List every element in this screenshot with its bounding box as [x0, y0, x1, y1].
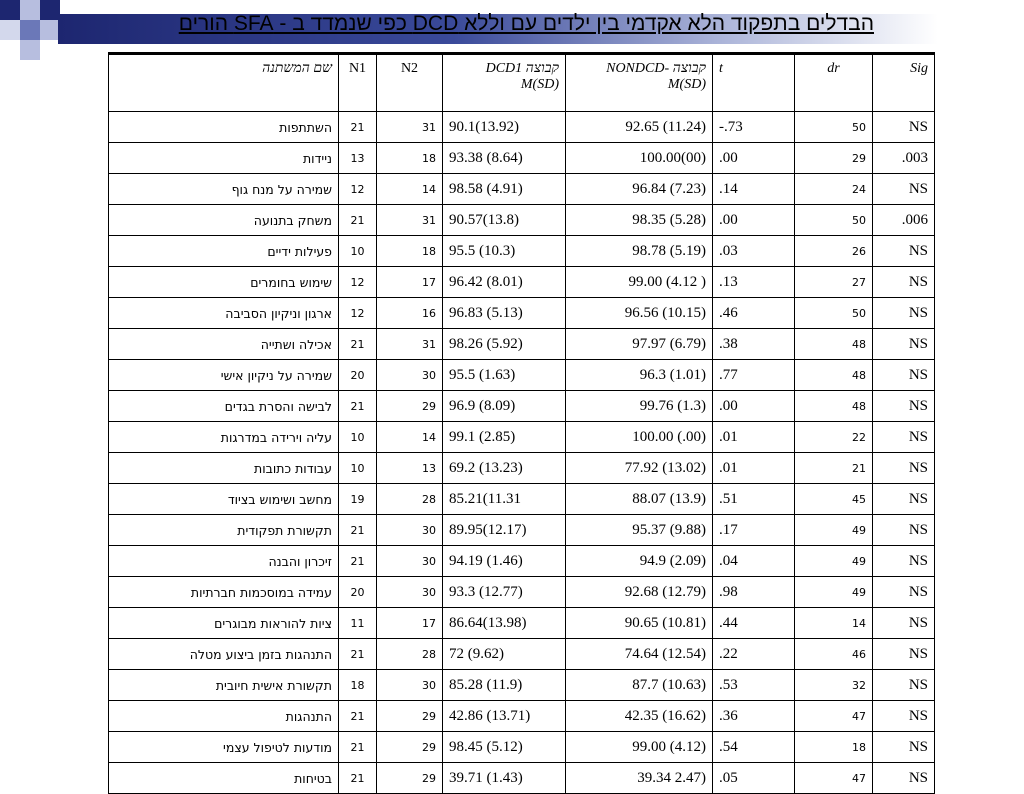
- cell-dr: 14: [795, 608, 873, 639]
- cell-sig: NS: [873, 422, 935, 453]
- cell-sig: NS: [873, 484, 935, 515]
- header-nondcd-line2: M(SD): [667, 77, 706, 92]
- cell-n1: 13: [339, 143, 377, 174]
- table-row: [109, 670, 935, 701]
- cell-n2: 31: [377, 205, 443, 236]
- cell-nondcd-mean-sd: 90.65 (10.81): [566, 608, 713, 639]
- cell-nondcd-mean-sd: 99.00 (4.12 ): [566, 267, 713, 298]
- cell-sig: .003: [873, 143, 935, 174]
- cell-dcd-mean-sd: 95.5 (10.3): [443, 236, 566, 267]
- cell-dcd-mean-sd: 69.2 (13.23): [443, 453, 566, 484]
- cell-variable-name: לבישה והסרת בגדים: [109, 391, 339, 422]
- table-row: [109, 391, 935, 422]
- cell-sig: NS: [873, 112, 935, 143]
- cell-nondcd-mean-sd: 96.3 (1.01): [566, 360, 713, 391]
- cell-variable-name: שימוש בחומרים: [109, 267, 339, 298]
- cell-nondcd-mean-sd: 98.78 (5.19): [566, 236, 713, 267]
- cell-n1: 21: [339, 639, 377, 670]
- cell-t: .13: [713, 267, 795, 298]
- cell-n2: 16: [377, 298, 443, 329]
- cell-variable-name: התנהגות בזמן ביצוע מטלה: [109, 639, 339, 670]
- cell-t: .22: [713, 639, 795, 670]
- header-n2: N2: [377, 54, 443, 112]
- cell-dcd-mean-sd: 90.1(13.92): [443, 112, 566, 143]
- table-row: [109, 453, 935, 484]
- header-dcd-line1: קבוצה DCD1: [485, 61, 559, 76]
- cell-variable-name: תקשורת תפקודית: [109, 515, 339, 546]
- cell-nondcd-mean-sd: 77.92 (13.02): [566, 453, 713, 484]
- cell-n2: 13: [377, 453, 443, 484]
- results-table-container: [108, 52, 934, 794]
- cell-t: .51: [713, 484, 795, 515]
- cell-sig: NS: [873, 639, 935, 670]
- cell-nondcd-mean-sd: 39.34 2.47): [566, 763, 713, 794]
- table-row: [109, 546, 935, 577]
- cell-t: .77: [713, 360, 795, 391]
- header-sig: Sig: [873, 54, 935, 112]
- cell-n1: 21: [339, 763, 377, 794]
- cell-dcd-mean-sd: 86.64(13.98): [443, 608, 566, 639]
- cell-n2: 30: [377, 515, 443, 546]
- cell-t: -.73: [713, 112, 795, 143]
- cell-dr: 50: [795, 205, 873, 236]
- cell-t: .04: [713, 546, 795, 577]
- cell-n2: 30: [377, 670, 443, 701]
- cell-nondcd-mean-sd: 100.00 (.00): [566, 422, 713, 453]
- cell-nondcd-mean-sd: 42.35 (16.62): [566, 701, 713, 732]
- cell-n2: 18: [377, 143, 443, 174]
- cell-n1: 12: [339, 267, 377, 298]
- cell-variable-name: ציות להוראות מבוגרים: [109, 608, 339, 639]
- cell-dr: 32: [795, 670, 873, 701]
- cell-sig: NS: [873, 236, 935, 267]
- cell-sig: NS: [873, 608, 935, 639]
- cell-t: .01: [713, 453, 795, 484]
- cell-t: .00: [713, 205, 795, 236]
- cell-n2: 29: [377, 763, 443, 794]
- cell-dcd-mean-sd: 95.5 (1.63): [443, 360, 566, 391]
- table-row: [109, 143, 935, 174]
- cell-dr: 22: [795, 422, 873, 453]
- cell-n1: 21: [339, 732, 377, 763]
- table-row: [109, 701, 935, 732]
- cell-dr: 27: [795, 267, 873, 298]
- cell-n1: 10: [339, 453, 377, 484]
- cell-sig: NS: [873, 298, 935, 329]
- cell-n2: 14: [377, 422, 443, 453]
- cell-nondcd-mean-sd: 74.64 (12.54): [566, 639, 713, 670]
- cell-sig: NS: [873, 670, 935, 701]
- cell-t: .14: [713, 174, 795, 205]
- cell-n1: 20: [339, 577, 377, 608]
- cell-dcd-mean-sd: 85.28 (11.9): [443, 670, 566, 701]
- cell-n1: 19: [339, 484, 377, 515]
- cell-variable-name: שמירה על מנח גוף: [109, 174, 339, 205]
- cell-sig: NS: [873, 763, 935, 794]
- cell-nondcd-mean-sd: 97.97 (6.79): [566, 329, 713, 360]
- cell-sig: NS: [873, 360, 935, 391]
- cell-t: .00: [713, 143, 795, 174]
- cell-t: .00: [713, 391, 795, 422]
- cell-t: .98: [713, 577, 795, 608]
- cell-n2: 14: [377, 174, 443, 205]
- cell-n1: 21: [339, 701, 377, 732]
- cell-dr: 21: [795, 453, 873, 484]
- cell-dr: 45: [795, 484, 873, 515]
- header-dr: dr: [795, 54, 873, 112]
- cell-n2: 29: [377, 391, 443, 422]
- cell-dcd-mean-sd: 72 (9.62): [443, 639, 566, 670]
- cell-dr: 47: [795, 701, 873, 732]
- table-body: [109, 112, 935, 794]
- cell-n2: 29: [377, 701, 443, 732]
- header-t: t: [713, 54, 795, 112]
- cell-n1: 12: [339, 298, 377, 329]
- cell-n2: 30: [377, 360, 443, 391]
- cell-dcd-mean-sd: 99.1 (2.85): [443, 422, 566, 453]
- cell-n2: 30: [377, 577, 443, 608]
- cell-variable-name: התנהגות: [109, 701, 339, 732]
- slide-title: הבדלים בתפקוד הלא אקדמי בין ילדים עם וללא DCD כפי שנמדד ב - SFA הורים: [178, 12, 874, 35]
- cell-variable-name: השתתפות: [109, 112, 339, 143]
- cell-sig: NS: [873, 174, 935, 205]
- table-row: [109, 174, 935, 205]
- header-nondcd-line1: קבוצה -NONDCD: [606, 61, 706, 76]
- cell-variable-name: פעילות ידיים: [109, 236, 339, 267]
- cell-variable-name: בטיחות: [109, 763, 339, 794]
- table-row: [109, 298, 935, 329]
- cell-dcd-mean-sd: 96.9 (8.09): [443, 391, 566, 422]
- cell-dr: 50: [795, 112, 873, 143]
- cell-n2: 18: [377, 236, 443, 267]
- cell-n1: 12: [339, 174, 377, 205]
- cell-dcd-mean-sd: 98.45 (5.12): [443, 732, 566, 763]
- cell-t: .54: [713, 732, 795, 763]
- cell-variable-name: שמירה על ניקיון אישי: [109, 360, 339, 391]
- cell-n2: 31: [377, 329, 443, 360]
- cell-n2: 30: [377, 546, 443, 577]
- table-row: [109, 577, 935, 608]
- cell-sig: NS: [873, 267, 935, 298]
- table-row: [109, 112, 935, 143]
- table-row: [109, 639, 935, 670]
- cell-dr: 48: [795, 360, 873, 391]
- cell-variable-name: ארגון וניקיון הסביבה: [109, 298, 339, 329]
- cell-sig: .006: [873, 205, 935, 236]
- table-header-row: [109, 54, 935, 112]
- cell-t: .05: [713, 763, 795, 794]
- header-n1: N1: [339, 54, 377, 112]
- table-row: [109, 205, 935, 236]
- cell-n2: 28: [377, 639, 443, 670]
- cell-sig: NS: [873, 453, 935, 484]
- cell-t: .17: [713, 515, 795, 546]
- cell-variable-name: זיכרון והבנה: [109, 546, 339, 577]
- cell-dr: 48: [795, 329, 873, 360]
- cell-sig: NS: [873, 732, 935, 763]
- cell-n2: 28: [377, 484, 443, 515]
- cell-n2: 31: [377, 112, 443, 143]
- cell-dcd-mean-sd: 42.86 (13.71): [443, 701, 566, 732]
- cell-n1: 10: [339, 236, 377, 267]
- cell-variable-name: עמידה במוסכמות חברתיות: [109, 577, 339, 608]
- cell-dr: 48: [795, 391, 873, 422]
- cell-variable-name: מודעות לטיפול עצמי: [109, 732, 339, 763]
- cell-nondcd-mean-sd: 100.00(00): [566, 143, 713, 174]
- cell-t: .44: [713, 608, 795, 639]
- cell-n2: 29: [377, 732, 443, 763]
- cell-n1: 10: [339, 422, 377, 453]
- cell-t: .36: [713, 701, 795, 732]
- cell-nondcd-mean-sd: 92.68 (12.79): [566, 577, 713, 608]
- cell-t: .46: [713, 298, 795, 329]
- cell-nondcd-mean-sd: 96.56 (10.15): [566, 298, 713, 329]
- cell-variable-name: עבודות כתובות: [109, 453, 339, 484]
- cell-t: .38: [713, 329, 795, 360]
- cell-dcd-mean-sd: 96.83 (5.13): [443, 298, 566, 329]
- cell-dcd-mean-sd: 98.58 (4.91): [443, 174, 566, 205]
- cell-n1: 18: [339, 670, 377, 701]
- cell-sig: NS: [873, 546, 935, 577]
- cell-variable-name: מחשב ושימוש בציוד: [109, 484, 339, 515]
- table-row: [109, 515, 935, 546]
- cell-nondcd-mean-sd: 94.9 (2.09): [566, 546, 713, 577]
- cell-nondcd-mean-sd: 95.37 (9.88): [566, 515, 713, 546]
- cell-dcd-mean-sd: 90.57(13.8): [443, 205, 566, 236]
- cell-dcd-mean-sd: 96.42 (8.01): [443, 267, 566, 298]
- cell-variable-name: ניידות: [109, 143, 339, 174]
- cell-n1: 21: [339, 205, 377, 236]
- cell-dr: 29: [795, 143, 873, 174]
- cell-dr: 18: [795, 732, 873, 763]
- cell-dr: 49: [795, 546, 873, 577]
- cell-t: .53: [713, 670, 795, 701]
- cell-n1: 21: [339, 329, 377, 360]
- cell-variable-name: משחק בתנועה: [109, 205, 339, 236]
- cell-dcd-mean-sd: 98.26 (5.92): [443, 329, 566, 360]
- table-row: [109, 267, 935, 298]
- cell-sig: NS: [873, 515, 935, 546]
- table-row: [109, 608, 935, 639]
- cell-variable-name: עליה וירידה במדרגות: [109, 422, 339, 453]
- cell-dcd-mean-sd: 94.19 (1.46): [443, 546, 566, 577]
- cell-dr: 49: [795, 577, 873, 608]
- cell-dr: 47: [795, 763, 873, 794]
- cell-n1: 21: [339, 515, 377, 546]
- cell-nondcd-mean-sd: 99.76 (1.3): [566, 391, 713, 422]
- cell-n1: 21: [339, 112, 377, 143]
- cell-dr: 26: [795, 236, 873, 267]
- cell-dr: 24: [795, 174, 873, 205]
- cell-nondcd-mean-sd: 88.07 (13.9): [566, 484, 713, 515]
- cell-n2: 17: [377, 608, 443, 639]
- cell-sig: NS: [873, 329, 935, 360]
- cell-t: .01: [713, 422, 795, 453]
- header-nondcd-group: [566, 54, 713, 112]
- cell-variable-name: תקשורת אישית חיובית: [109, 670, 339, 701]
- header-variable-name: שם המשתנה: [109, 54, 339, 112]
- table-row: [109, 484, 935, 515]
- cell-dcd-mean-sd: 89.95(12.17): [443, 515, 566, 546]
- cell-nondcd-mean-sd: 96.84 (7.23): [566, 174, 713, 205]
- cell-dcd-mean-sd: 85.21(11.31: [443, 484, 566, 515]
- cell-nondcd-mean-sd: 92.65 (11.24): [566, 112, 713, 143]
- cell-dcd-mean-sd: 93.38 (8.64): [443, 143, 566, 174]
- cell-n1: 21: [339, 391, 377, 422]
- cell-n1: 20: [339, 360, 377, 391]
- cell-sig: NS: [873, 391, 935, 422]
- table-row: [109, 732, 935, 763]
- table-row: [109, 422, 935, 453]
- cell-variable-name: אכילה ושתייה: [109, 329, 339, 360]
- cell-n1: 21: [339, 546, 377, 577]
- table-row: [109, 329, 935, 360]
- header-dcd-group: [443, 54, 566, 112]
- cell-sig: NS: [873, 701, 935, 732]
- cell-n2: 17: [377, 267, 443, 298]
- cell-dr: 50: [795, 298, 873, 329]
- header-dcd-line2: M(SD): [520, 77, 559, 92]
- results-table: [108, 52, 935, 794]
- table-row: [109, 236, 935, 267]
- cell-t: .03: [713, 236, 795, 267]
- cell-nondcd-mean-sd: 99.00 (4.12): [566, 732, 713, 763]
- cell-nondcd-mean-sd: 87.7 (10.63): [566, 670, 713, 701]
- cell-nondcd-mean-sd: 98.35 (5.28): [566, 205, 713, 236]
- cell-dr: 49: [795, 515, 873, 546]
- cell-sig: NS: [873, 577, 935, 608]
- cell-dcd-mean-sd: 93.3 (12.77): [443, 577, 566, 608]
- cell-dr: 46: [795, 639, 873, 670]
- cell-n1: 11: [339, 608, 377, 639]
- table-row: [109, 360, 935, 391]
- table-row: [109, 763, 935, 794]
- cell-dcd-mean-sd: 39.71 (1.43): [443, 763, 566, 794]
